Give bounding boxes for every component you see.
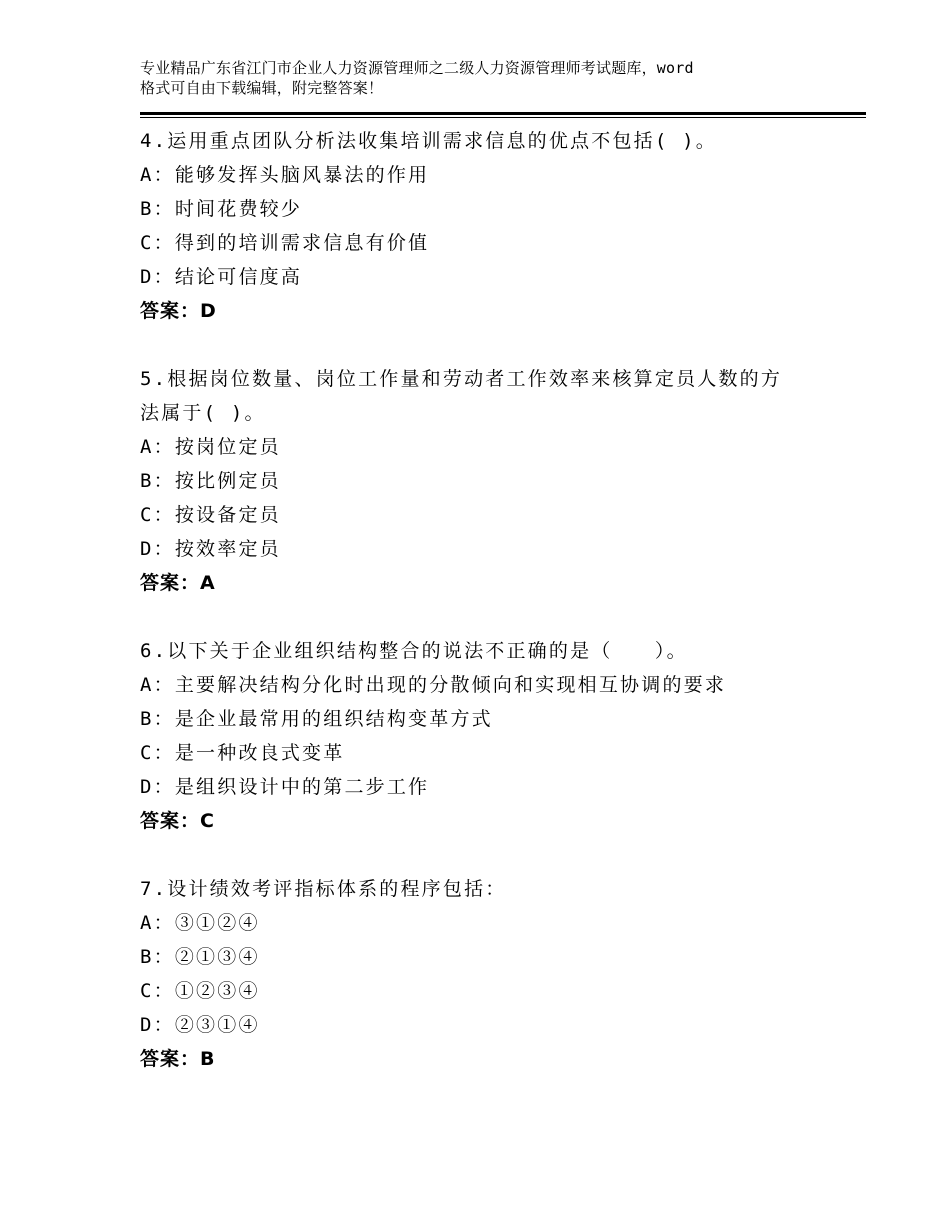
question-5 bbox=[140, 362, 866, 600]
question-7 bbox=[140, 872, 866, 1076]
option-d: D：按效率定员 bbox=[140, 538, 281, 560]
option-a: A：能够发挥头脑风暴法的作用 bbox=[140, 164, 430, 186]
question-text: 7.设计绩效考评指标体系的程序包括： bbox=[140, 878, 507, 900]
question-6 bbox=[140, 634, 866, 838]
answer-label: 答案：D bbox=[140, 300, 217, 322]
question-text-continued: 法属于( )。 bbox=[140, 402, 266, 424]
document-header bbox=[140, 58, 866, 98]
question-text: 6.以下关于企业组织结构整合的说法不正确的是（ ）。 bbox=[140, 640, 688, 662]
option-a: A：主要解决结构分化时出现的分散倾向和实现相互协调的要求 bbox=[140, 674, 727, 696]
option-c: C：得到的培训需求信息有价值 bbox=[140, 232, 430, 254]
option-a: A：③①②④ bbox=[140, 912, 260, 934]
header-divider-thin bbox=[140, 117, 866, 118]
option-d: D：②③①④ bbox=[140, 1014, 260, 1036]
question-4 bbox=[140, 124, 866, 328]
answer-label: 答案：C bbox=[140, 810, 215, 832]
answer-label: 答案：B bbox=[140, 1048, 216, 1070]
header-line-1: 专业精品广东省江门市企业人力资源管理师之二级人力资源管理师考试题库，word bbox=[140, 59, 694, 77]
header-line-2: 格式可自由下载编辑，附完整答案！ bbox=[140, 79, 384, 97]
option-b: B：是企业最常用的组织结构变革方式 bbox=[140, 708, 493, 730]
question-text: 5.根据岗位数量、岗位工作量和劳动者工作效率来核算定员人数的方 bbox=[140, 368, 783, 390]
document-page bbox=[140, 58, 866, 1076]
option-d: D：结论可信度高 bbox=[140, 266, 303, 288]
option-b: B：②①③④ bbox=[140, 946, 260, 968]
option-c: C：是一种改良式变革 bbox=[140, 742, 345, 764]
option-c: C：按设备定员 bbox=[140, 504, 281, 526]
option-c: C：①②③④ bbox=[140, 980, 260, 1002]
option-b: B：时间花费较少 bbox=[140, 198, 303, 220]
header-divider-thick bbox=[140, 112, 866, 115]
option-b: B：按比例定员 bbox=[140, 470, 281, 492]
answer-label: 答案：A bbox=[140, 572, 216, 594]
question-text: 4.运用重点团队分析法收集培训需求信息的优点不包括( )。 bbox=[140, 130, 717, 152]
option-d: D：是组织设计中的第二步工作 bbox=[140, 776, 430, 798]
option-a: A：按岗位定员 bbox=[140, 436, 281, 458]
